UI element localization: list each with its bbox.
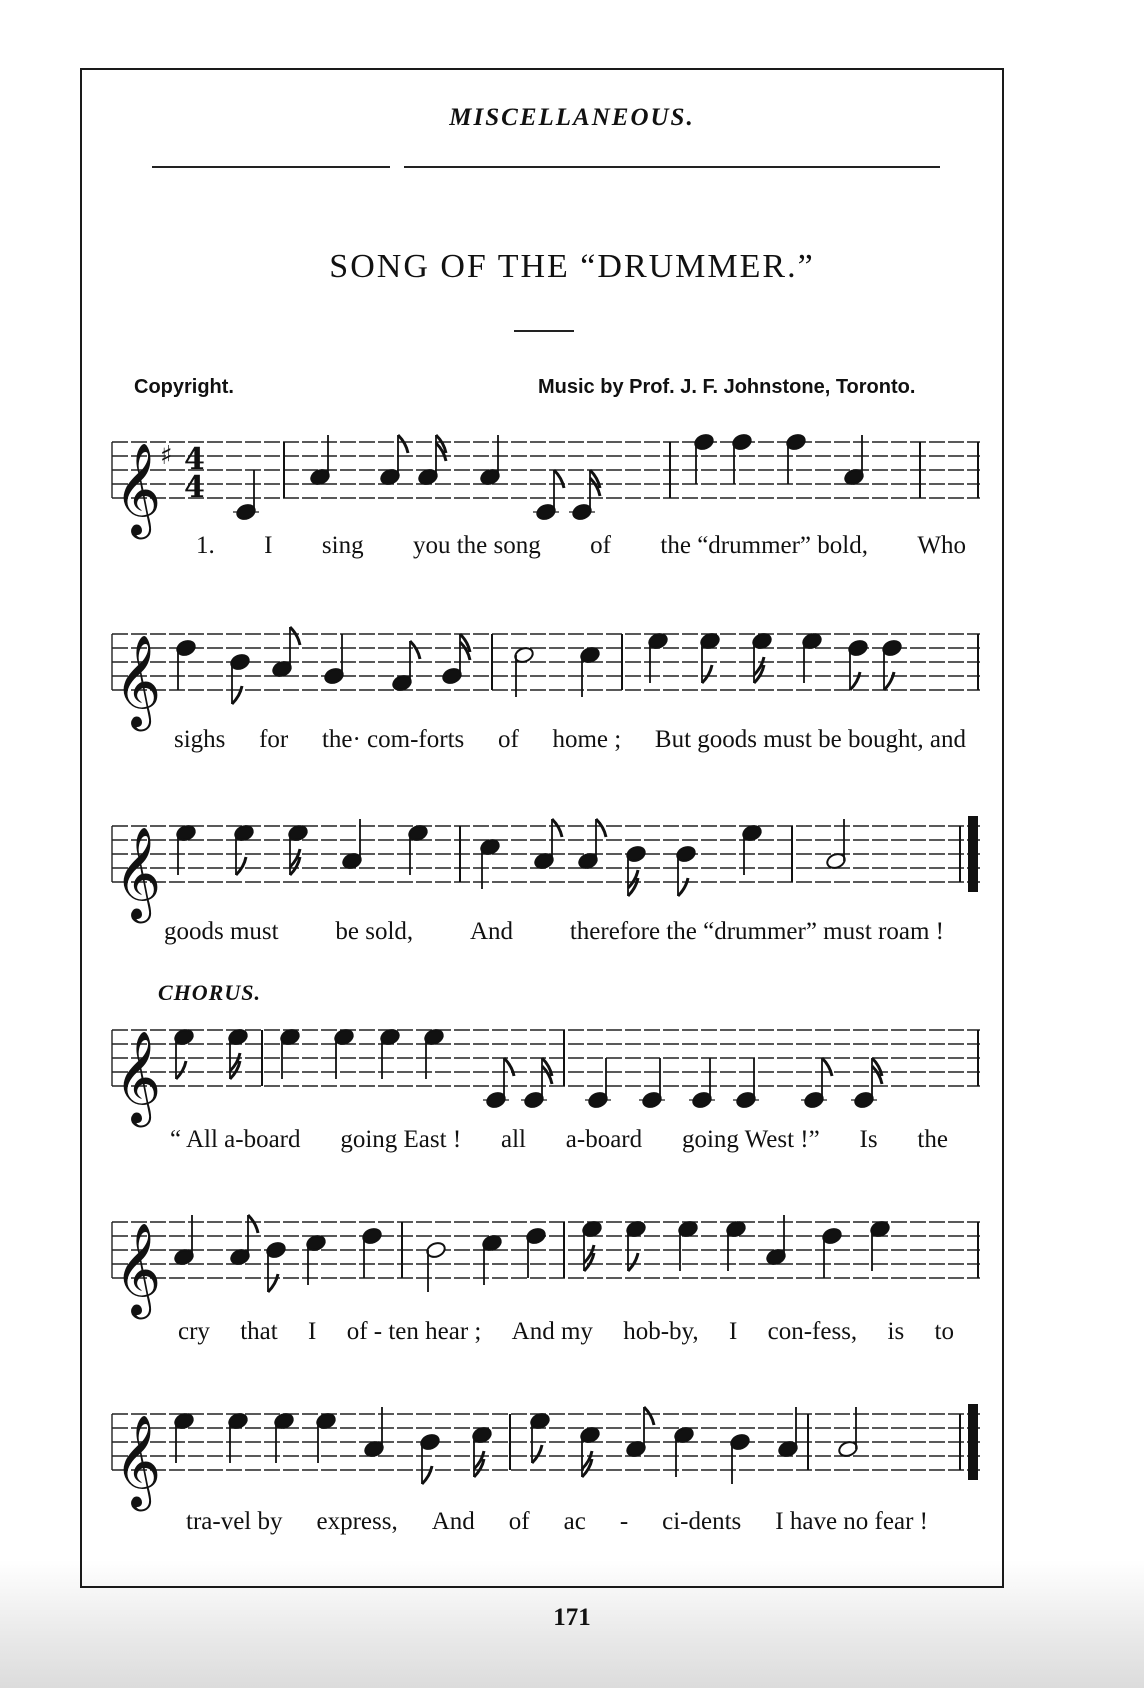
note-flag: [884, 672, 894, 690]
lyric-fragment: all: [500, 1126, 526, 1153]
running-head: MISCELLANEOUS.: [449, 104, 695, 131]
lyric-fragment: the· com-forts: [321, 726, 465, 753]
lyric-fragment: for: [259, 726, 289, 753]
music-staff-4: [112, 1008, 982, 1128]
lyric-line-2: [174, 726, 966, 754]
music-staff-5: [112, 1200, 982, 1320]
note-flag: [822, 1058, 832, 1076]
lyric-fragment: Is: [859, 1126, 878, 1153]
treble-clef-icon: 𝄞: [114, 442, 162, 535]
treble-clef-icon: 𝄞: [114, 1030, 162, 1123]
lyric-fragment: the: [917, 1126, 948, 1153]
time-signature-bottom: 4: [184, 470, 205, 505]
treble-clef-icon: 𝄞: [114, 826, 162, 919]
lyric-fragment: -: [619, 1508, 629, 1535]
lyric-fragment: ci-dents: [662, 1508, 742, 1535]
lyric-fragment: tra-vel by: [186, 1508, 283, 1535]
lyric-fragment: is: [887, 1318, 905, 1345]
lyric-fragment: that: [240, 1318, 278, 1345]
note-flag: [532, 1445, 542, 1463]
page-number: 171: [553, 1604, 591, 1631]
composer-credit: Music by Prof. J. F. Johnstone, Toronto.: [538, 376, 916, 398]
lyric-fragment: going East !: [340, 1126, 462, 1153]
treble-clef-icon: 𝄞: [114, 1414, 162, 1507]
lyric-fragment: I: [264, 532, 273, 559]
lyric-fragment: a-board: [565, 1126, 643, 1153]
lyric-fragment: And: [469, 918, 514, 945]
treble-clef-icon: 𝄞: [114, 634, 162, 727]
lyric-fragment: of: [508, 1508, 530, 1535]
note-flag: [702, 665, 712, 683]
sharp-icon: ♯: [160, 441, 173, 471]
treble-clef-icon: 𝄞: [114, 1222, 162, 1315]
lyric-fragment: of - ten hear ;: [346, 1318, 482, 1345]
lyric-fragment: con-fess,: [767, 1318, 858, 1345]
header-rule-left: [152, 166, 390, 168]
lyric-fragment: ac: [563, 1508, 586, 1535]
note-flag: [236, 857, 246, 875]
lyric-fragment: I: [308, 1318, 317, 1345]
final-bar-thick: [968, 816, 978, 892]
lyric-fragment: goods must: [164, 918, 279, 945]
lyric-fragment: going West !”: [681, 1126, 820, 1153]
music-staff-2: [112, 612, 982, 732]
note-flag: [678, 878, 688, 896]
header-rule-right: [404, 166, 940, 168]
note-flag: [176, 1061, 186, 1079]
lyric-fragment: And my: [511, 1318, 593, 1345]
lyric-fragment: express,: [316, 1508, 398, 1535]
note-flag: [850, 672, 860, 690]
lyric-fragment: 1.: [196, 532, 215, 559]
lyric-fragment: hob-by,: [623, 1318, 699, 1345]
note-flag: [398, 435, 408, 453]
final-bar-thick: [968, 1404, 978, 1480]
lyric-fragment: cry: [178, 1318, 210, 1345]
lyric-fragment: therefore the “drummer” must roam !: [569, 918, 944, 945]
lyric-fragment: you the song: [412, 532, 541, 559]
music-staff-1: [112, 420, 982, 540]
lyric-line-4: [170, 1126, 948, 1154]
lyric-fragment: I have no fear !: [775, 1508, 928, 1535]
lyric-fragment: home ;: [552, 726, 622, 753]
note-flag: [422, 1466, 432, 1484]
time-signature-top: 4: [184, 442, 205, 477]
lyric-fragment: to: [934, 1318, 954, 1345]
music-staff-3: [112, 804, 982, 924]
lyric-line-5: [178, 1318, 954, 1346]
song-title: SONG OF THE “DRUMMER.”: [329, 248, 815, 285]
note-flag: [596, 819, 606, 837]
note-flag: [504, 1058, 514, 1076]
lyric-fragment: I: [728, 1318, 738, 1345]
note-flag: [248, 1215, 258, 1233]
note-flag: [410, 641, 420, 659]
note-flag: [268, 1274, 278, 1292]
lyric-fragment: sing: [321, 532, 364, 559]
note-flag: [554, 470, 564, 488]
note-flag: [628, 1253, 638, 1271]
lyric-fragment: sighs: [174, 726, 226, 753]
note-flag: [232, 686, 242, 704]
lyric-line-1: [196, 532, 966, 560]
title-rule: [514, 330, 574, 332]
music-staff-6: [112, 1392, 982, 1512]
note-flag: [290, 627, 300, 645]
chorus-label: CHORUS.: [158, 980, 261, 1005]
lyric-fragment: “ All a-board: [170, 1126, 301, 1153]
note-flag: [552, 819, 562, 837]
copyright-note: Copyright.: [134, 376, 234, 398]
lyric-fragment: But goods must be bought, and: [654, 726, 966, 753]
lyric-line-6: [186, 1508, 928, 1536]
lyric-fragment: of: [590, 532, 611, 559]
lyric-line-3: [164, 918, 944, 946]
lyric-fragment: the “drummer” bold,: [660, 532, 868, 559]
note-flag: [644, 1407, 654, 1425]
lyric-fragment: Who: [917, 532, 966, 559]
lyric-fragment: And: [431, 1508, 475, 1535]
lyric-fragment: of: [497, 726, 519, 753]
lyric-fragment: be sold,: [335, 918, 414, 945]
